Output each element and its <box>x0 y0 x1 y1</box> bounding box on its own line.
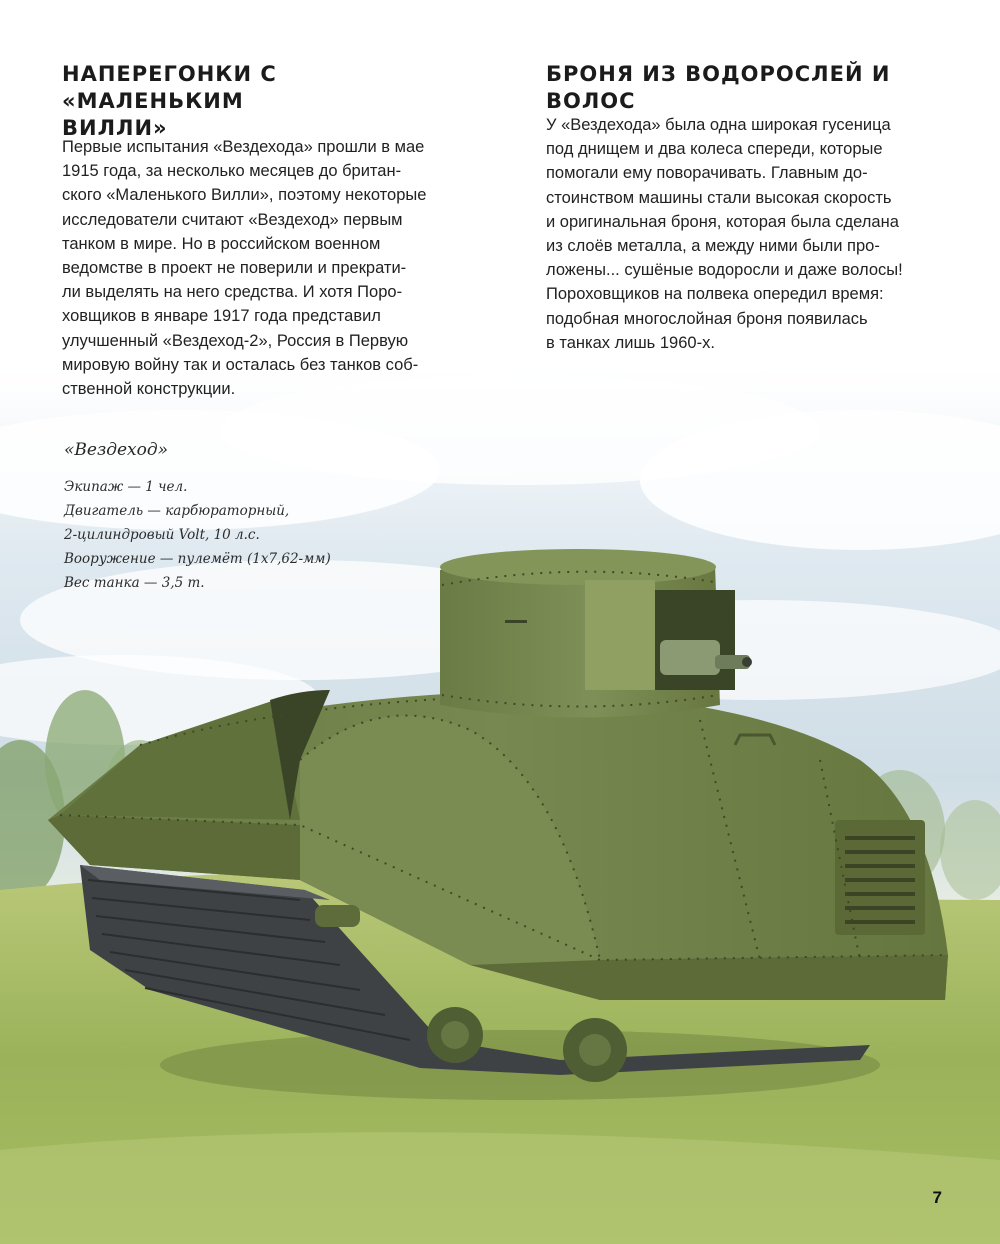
text-line: 1915 года, за несколько месяцев до британ- <box>62 162 402 181</box>
specs-card <box>64 439 384 595</box>
text-line: ственной конструкции. <box>62 380 236 399</box>
text-line: Пороховщиков на полвека опередил время: <box>546 285 884 304</box>
right-section-text <box>546 113 946 355</box>
text-line: в танках лишь 1960-х. <box>546 333 715 352</box>
left-heading-line: ВИЛЛИ» <box>62 116 168 140</box>
text-line: стоинством машины стали высокая скорость <box>546 188 892 207</box>
text-line: мировую войну так и осталась без танков соб- <box>62 355 419 374</box>
vent-grille <box>845 838 915 922</box>
text-line: подобная многослойная броня появилась <box>546 309 868 328</box>
text-line: ского «Маленького Вилли», поэтому некоторые <box>62 186 427 205</box>
text-line: ли выделять на него средства. И хотя Поро- <box>62 283 403 302</box>
text-line: ведомстве в проект не поверили и прекрати- <box>62 259 407 278</box>
right-section-heading: БРОНЯ ИЗ ВОДОРОСЛЕЙ И ВОЛОС <box>546 62 891 113</box>
text-line: и оригинальная броня, которая была сделана <box>546 212 899 231</box>
text-line: У «Вездехода» была одна широкая гусеница <box>546 116 891 134</box>
spec-row: Вооружение — пулемёт (1х7,62-мм) <box>64 551 331 567</box>
text-line: из слоёв металла, а между ними были про- <box>546 237 880 256</box>
text-line: помогали ему поворачивать. Главным до- <box>546 164 868 183</box>
text-line: исследователи считают «Вездеход» первым <box>62 210 403 229</box>
specs-title: «Вездеход» <box>64 440 169 460</box>
spec-row: Вес танка — 3,5 т. <box>64 575 205 591</box>
text-line: под днищем и два колеса спереди, которые <box>546 140 883 159</box>
text-line: танком в мире. Но в российском военном <box>62 234 381 253</box>
text-line: ложены... сушёные водоросли и даже волосы! <box>546 261 903 280</box>
spec-row: 2-цилиндровый Volt, 10 л.с. <box>64 527 260 543</box>
text-line: ховщиков в январе 1917 года представил <box>62 307 381 326</box>
page-number: 7 <box>932 1188 942 1207</box>
left-section-heading <box>62 61 462 142</box>
spec-row: Двигатель — карбюраторный, <box>64 503 290 519</box>
text-line: улучшенный «Вездеход-2», Россия в Первую <box>62 331 409 350</box>
text-line: Первые испытания «Вездехода» прошли в мае <box>62 138 425 156</box>
left-section-text <box>62 135 462 401</box>
spec-row: Экипаж — 1 чел. <box>64 479 188 495</box>
left-heading-line: НАПЕРЕГОНКИ С «МАЛЕНЬКИМ <box>62 62 277 113</box>
